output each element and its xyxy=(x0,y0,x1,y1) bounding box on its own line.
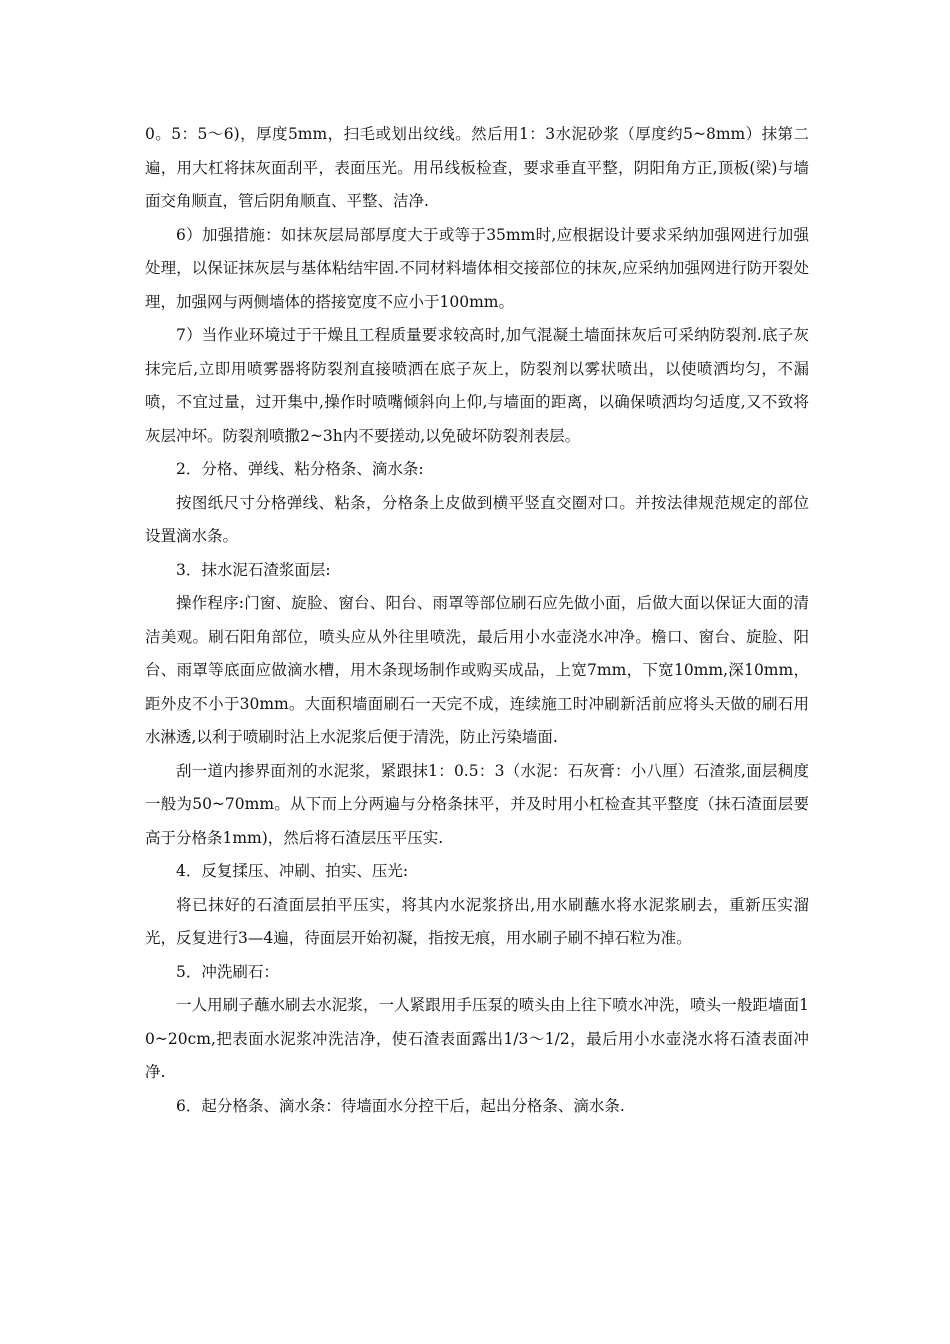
paragraph: 按图纸尺寸分格弹线、粘条，分格条上皮做到横平竖直交圈对口。并按法律规范规定的部位设置滴水条。 xyxy=(145,493,809,545)
paragraph: 6．起分格条、滴水条：待墙面水分控干后，起出分格条、滴水条. xyxy=(176,1096,625,1115)
paragraph: 6）加强措施：如抹灰层局部厚度大于或等于35mm时,应根据设计要求采纳加强网进行加强处理，以保证抹灰层与基体粘结牢固.不同材料墙体相交接部位的抹灰,应采纳加强网进行防开裂处理，加强网与两侧墙体的搭接宽度不应小于100mm。 xyxy=(145,225,809,311)
section-heading: 5．冲洗刷石： xyxy=(176,962,279,981)
document-body xyxy=(145,118,809,1123)
paragraph: 7）当作业环境过于干燥且工程质量要求较高时,加气混凝土墙面抹灰后可采纳防裂剂.底子灰抹完后,立即用喷雾器将防裂剂直接喷洒在底子灰上，防裂剂以雾状喷出，以使喷洒均匀，不漏喷，不宜过量，过开集中,操作时喷嘴倾斜向上仰,与墙面的距离，以确保喷洒均匀适度,又不致将灰层冲坏。防裂剂喷撒2~3h内不要搓动,以免破坏防裂剂表层。 xyxy=(145,326,809,445)
paragraph: 将已抹好的石渣面层拍平压实，将其内水泥浆挤出,用水刷蘸水将水泥浆刷去，重新压实溜光，反复进行3—4遍，待面层开始初凝，指按无痕，用水刷子刷不掉石粒为准。 xyxy=(145,895,809,947)
paragraph: 0。5：5～6)，厚度5mm，扫毛或划出纹线。然后用1：3水泥砂浆（厚度约5~8mm）抹第二遍，用大杠将抹灰面刮平，表面压光。用吊线板检查，要求垂直平整，阴阳角方正,顶板(梁)与墙面交角顺直，管后阴角顺直、平整、洁净. xyxy=(145,125,809,210)
section-heading: 4．反复揉压、冲刷、拍实、压光: xyxy=(176,862,409,880)
section-heading: 3．抹水泥石渣浆面层: xyxy=(176,560,331,579)
paragraph: 一人用刷子蘸水刷去水泥浆，一人紧跟用手压泵的喷头由上往下喷水冲洗，喷头一般距墙面10~20cm,把表面水泥浆冲洗洁净，使石渣表面露出1/3～1/2，最后用小水壶浇水将石渣表面冲净. xyxy=(145,996,809,1081)
section-heading: 2．分格、弹线、粘分格条、滴水条: xyxy=(176,460,424,478)
paragraph: 操作程序:门窗、旋脸、窗台、阳台、雨罩等部位刷石应先做小面，后做大面以保证大面的清洁美观。刷石阳角部位，喷头应从外往里喷洗，最后用小水壶浇水冲净。檐口、窗台、旋脸、阳台、雨罩等底面应做滴水槽，用木条现场制作或购买成品，上宽7mm，下宽10mm,深10mm，距外皮不小于30mm。大面积墙面刷石一天完不成，连续施工时冲刷新活前应将头天做的刷石用水淋透,以利于喷刷时沾上水泥浆后便于清洗，防止污染墙面. xyxy=(145,594,809,746)
paragraph: 刮一道内掺界面剂的水泥浆，紧跟抹1：0.5：3（水泥：石灰膏：小八厘）石渣浆,面层稠度一般为50~70mm。从下而上分两遍与分格条抹平，并及时用小杠检查其平整度（抹石渣面层要高于分格条1mm)，然后将石渣层压平压实. xyxy=(145,761,809,847)
